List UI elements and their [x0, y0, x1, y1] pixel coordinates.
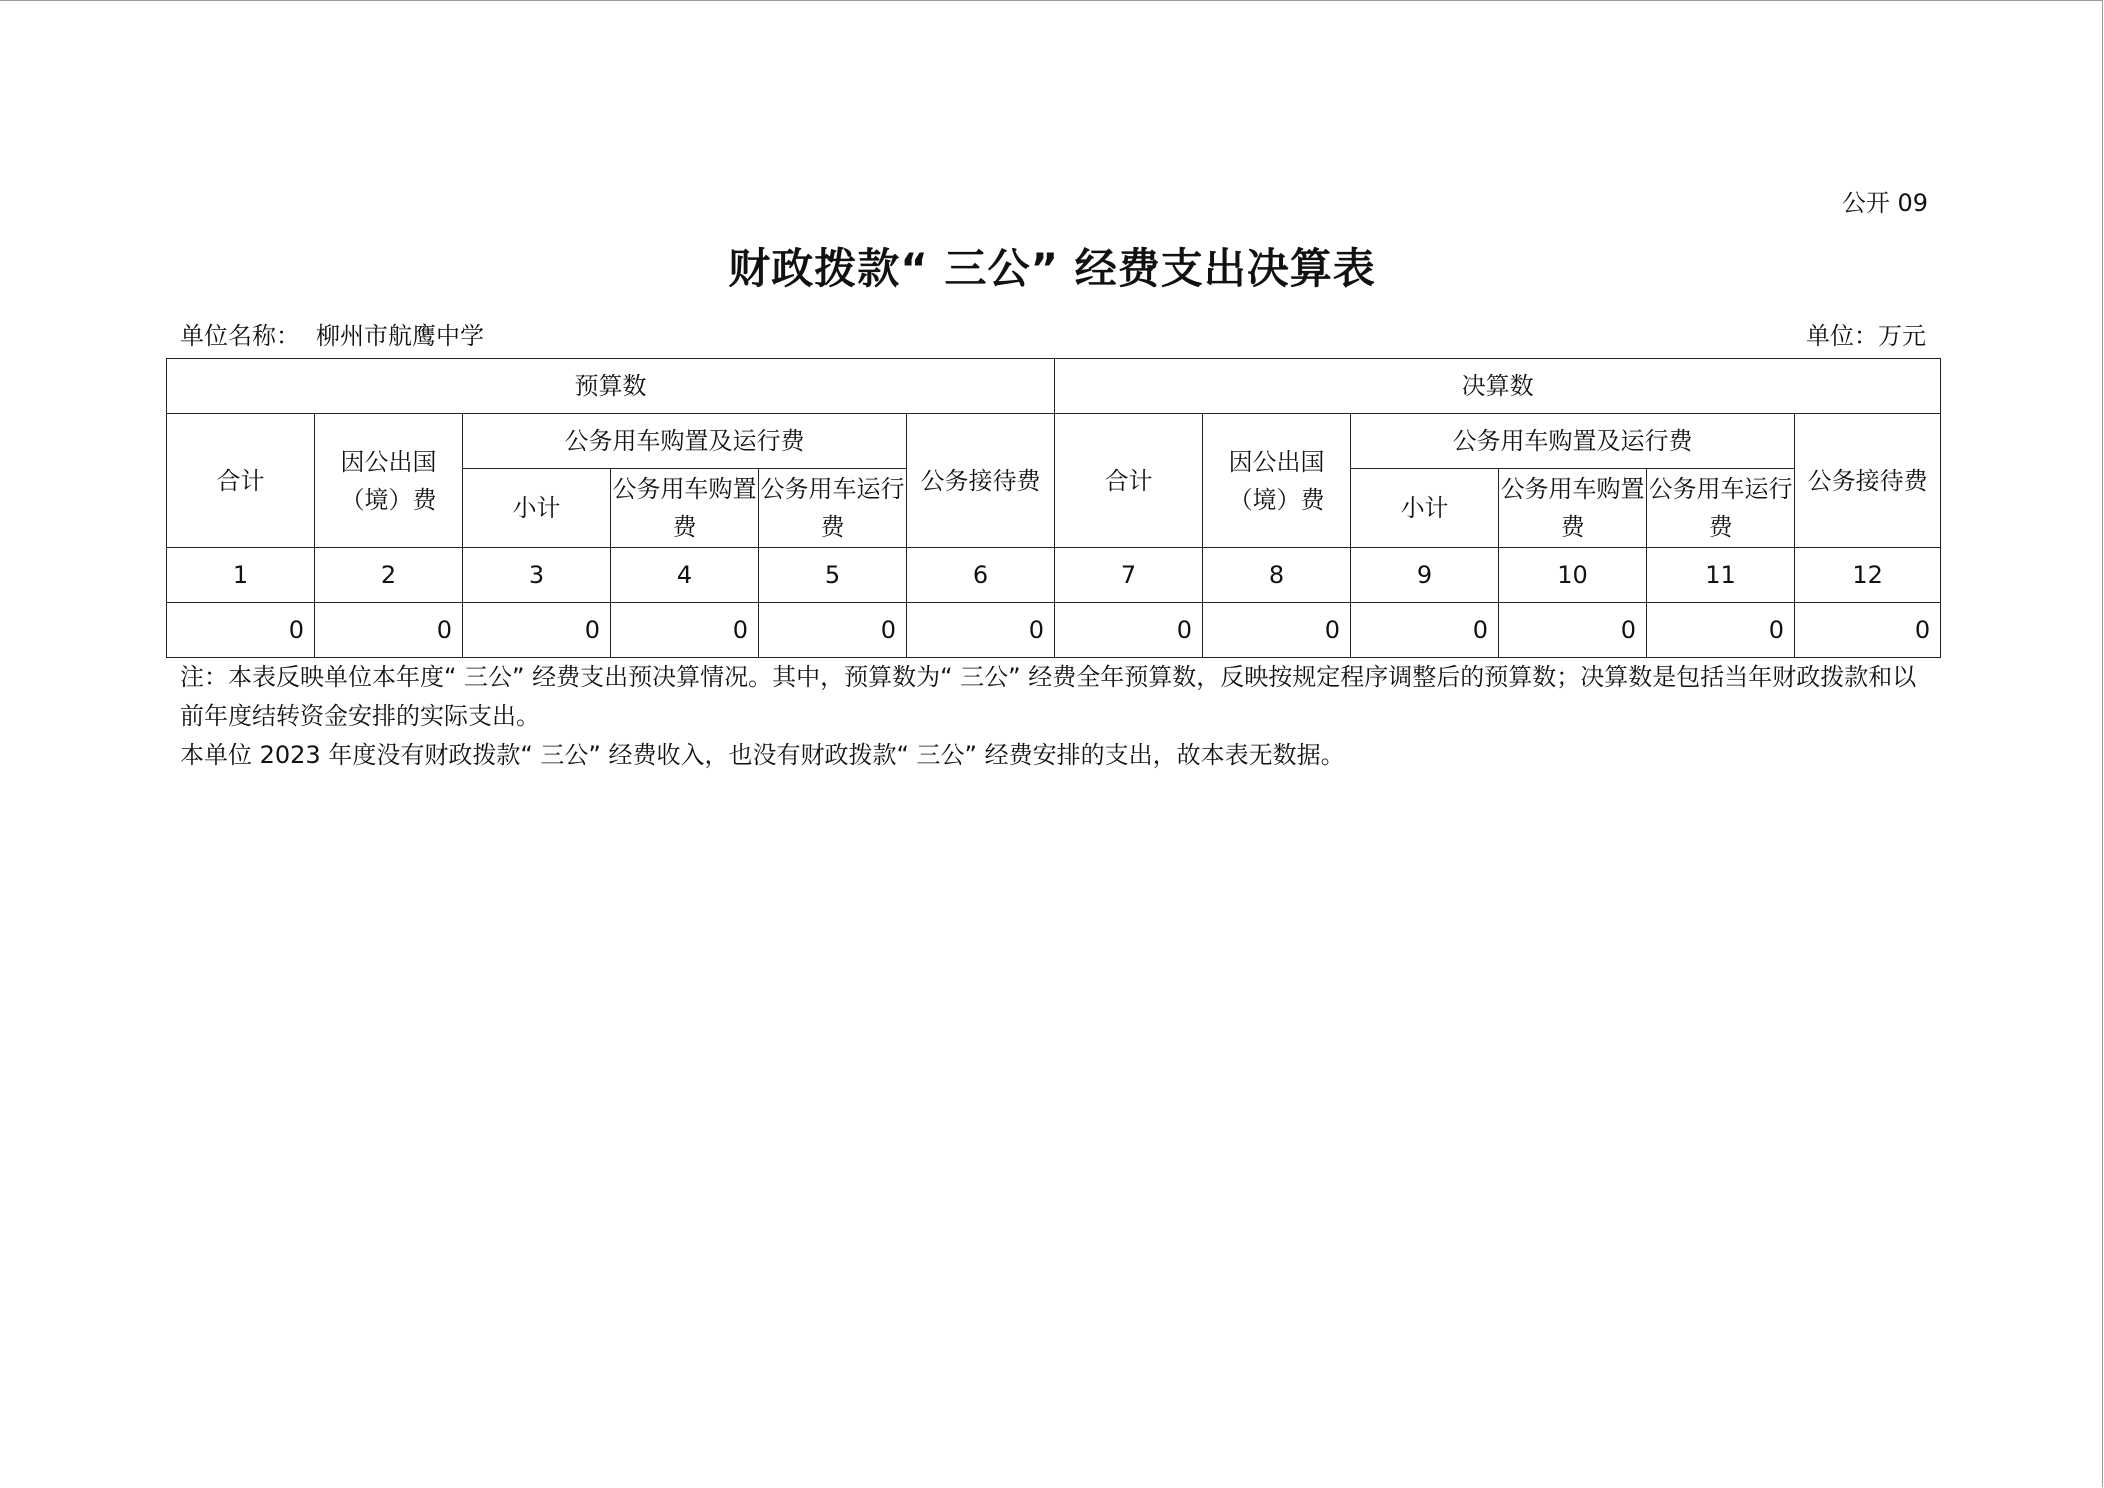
budget-reception-header: 公务接待费: [907, 414, 1055, 548]
value-cell: 0: [1795, 603, 1941, 658]
index-cell: 3: [463, 548, 611, 603]
value-cell: 0: [1203, 603, 1351, 658]
index-cell: 12: [1795, 548, 1941, 603]
value-cell: 0: [611, 603, 759, 658]
value-cell: 0: [907, 603, 1055, 658]
value-cell: 0: [1499, 603, 1647, 658]
index-cell: 9: [1351, 548, 1499, 603]
value-cell: 0: [463, 603, 611, 658]
unit-name-line: [180, 316, 484, 351]
form-code: 公开 09: [1841, 189, 1928, 217]
value-cell: 0: [759, 603, 907, 658]
final-group-header: 决算数: [1055, 359, 1941, 414]
value-cell: 0: [1647, 603, 1795, 658]
table-index-row: [167, 548, 1941, 603]
table-notes: [180, 658, 1920, 775]
final-total-header: 合计: [1055, 414, 1203, 548]
table-header-row: [167, 414, 1941, 469]
final-subtotal-header: 小计: [1351, 469, 1499, 548]
index-cell: 11: [1647, 548, 1795, 603]
final-car-purchase-header: 公务用车购置费: [1499, 469, 1647, 548]
budget-abroad-header: 因公出国（境）费: [315, 414, 463, 548]
final-car-group-header: 公务用车购置及运行费: [1351, 414, 1795, 469]
index-cell: 6: [907, 548, 1055, 603]
budget-car-group-header: 公务用车购置及运行费: [463, 414, 907, 469]
budget-subtotal-header: 小计: [463, 469, 611, 548]
currency-unit: 单位：万元: [1806, 322, 1926, 350]
index-cell: 4: [611, 548, 759, 603]
unit-name-value: 柳州市航鹰中学: [316, 322, 484, 350]
final-car-operation-header: 公务用车运行费: [1647, 469, 1795, 548]
index-cell: 5: [759, 548, 907, 603]
note-line-2: 本单位 2023 年度没有财政拨款“ 三公” 经费收入，也没有财政拨款“ 三公” 经费安排的支出，故本表无数据。: [180, 741, 1345, 769]
final-reception-header: 公务接待费: [1795, 414, 1941, 548]
final-abroad-header: 因公出国（境）费: [1203, 414, 1351, 548]
three-public-expense-table: [166, 358, 1941, 658]
value-cell: 0: [1351, 603, 1499, 658]
index-cell: 1: [167, 548, 315, 603]
unit-name-label: 单位名称：: [180, 322, 300, 350]
budget-group-header: 预算数: [167, 359, 1055, 414]
page-title: 财政拨款“ 三公” 经费支出决算表: [728, 244, 1376, 293]
index-cell: 7: [1055, 548, 1203, 603]
budget-car-purchase-header: 公务用车购置费: [611, 469, 759, 548]
budget-car-operation-header: 公务用车运行费: [759, 469, 907, 548]
budget-total-header: 合计: [167, 414, 315, 548]
index-cell: 10: [1499, 548, 1647, 603]
index-cell: 2: [315, 548, 463, 603]
index-cell: 8: [1203, 548, 1351, 603]
table-group-header-row: [167, 359, 1941, 414]
value-cell: 0: [167, 603, 315, 658]
note-line-1: 注：本表反映单位本年度“ 三公” 经费支出预决算情况。其中，预算数为“ 三公” 经费全年预算数，反映按规定程序调整后的预算数；决算数是包括当年财政拨款和以前年度结转资金安排的实际支出。: [180, 663, 1917, 730]
table-value-row: [167, 603, 1941, 658]
value-cell: 0: [315, 603, 463, 658]
value-cell: 0: [1055, 603, 1203, 658]
